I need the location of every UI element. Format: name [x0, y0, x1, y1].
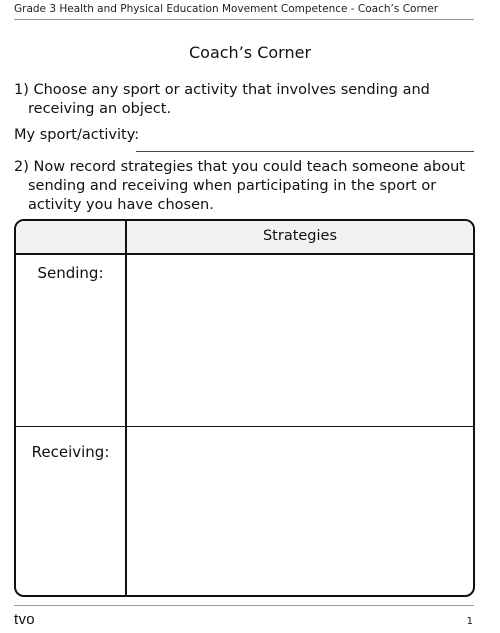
header-divider — [14, 19, 474, 20]
question-1 — [14, 81, 474, 119]
question-1-text: 1) Choose any sport or activity that involves sending and receiving an object. — [14, 82, 430, 117]
strategies-table — [14, 219, 475, 597]
strategies-column-header: Strategies — [262, 228, 338, 244]
receiving-row-label: Receiving: — [31, 443, 110, 461]
sport-activity-field[interactable] — [14, 127, 474, 153]
document-header: Grade 3 Health and Physical Education Movement Competence - Coach’s Corner — [14, 3, 439, 15]
question-2 — [14, 158, 484, 215]
page-number: 1 — [466, 616, 473, 627]
question-2-text: 2) Now record strategies that you could teach someone about sending and receiving when participating in the sport or activity you have chosen. — [14, 159, 465, 213]
sending-row-label: Sending: — [37, 264, 104, 282]
receiving-strategies-cell[interactable] — [127, 427, 473, 595]
sending-strategies-cell[interactable] — [127, 255, 473, 426]
tvo-logo: tvo — [14, 611, 35, 628]
page-title: Coach’s Corner — [188, 43, 312, 62]
footer-divider — [14, 605, 474, 606]
sport-activity-label: My sport/activity: — [14, 127, 140, 143]
sport-activity-answer-line[interactable] — [136, 151, 474, 152]
